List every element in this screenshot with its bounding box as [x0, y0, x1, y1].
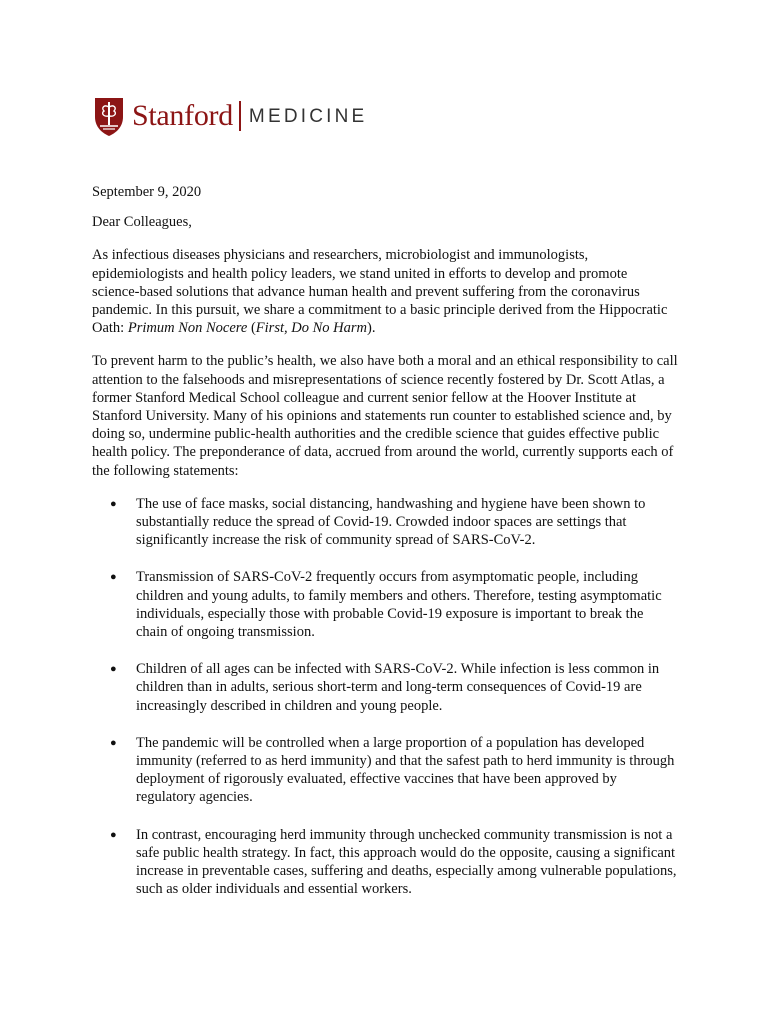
list-item-text: Transmission of SARS-CoV-2 frequently occurs from asymptomatic people, including children and young adults, to family members and others. Therefore, testing asymptomatic individuals, especially those with probable Covid-19 exposure is important to break the chain of ongoing transmission.: [136, 569, 662, 641]
paragraph-atlas: To prevent harm to the public’s health, we also have both a moral and an ethical responsibility to call attention to the falsehoods and misrepresentations of science recently fostered by Dr. Scott Atlas, a former Stanford Medical School colleague and current senior fellow at the Hoover Institute at Stanford University. Many of his opinions and statements run counter to established science and, by doing so, undermine public-health authorities and the credible science that guides effective public health policy. The preponderance of data, accrued from around the world, currently supports each of the following statements:: [92, 353, 678, 479]
english-motto: First, Do No Harm: [255, 320, 367, 337]
list-item: [92, 734, 678, 807]
list-item: [92, 660, 678, 715]
logo-divider: [239, 101, 241, 131]
paragraph-intro: [92, 246, 678, 337]
paren-open: (: [247, 320, 256, 337]
paragraph-intro-text: As infectious diseases physicians and researchers, microbiologist and immunologists, epidemiologists and health policy leaders, we stand united in efforts to develop and promote science-based solutions that advance human health and prevent suffering from the coronavirus pandemic. In this pursuit, we share a commitment to a basic principle derived from the Hippocratic Oath:: [92, 247, 668, 337]
list-item: [92, 826, 678, 899]
logo-wordmark: Stanford: [132, 99, 233, 132]
list-item-text: The use of face masks, social distancing, handwashing and hygiene have been shown to substantially reduce the spread of Covid-19. Crowded indoor spaces are settings that significantly increase the risk of community spread of SARS-CoV-2.: [136, 495, 646, 549]
bullet-icon: ●: [110, 497, 117, 510]
bullet-icon: ●: [110, 571, 117, 584]
bullet-icon: ●: [110, 663, 117, 676]
letter-salutation: Dear Colleagues,: [92, 214, 192, 231]
stanford-medicine-logo: [92, 95, 367, 137]
list-item: [92, 568, 678, 641]
list-item-text: Children of all ages can be infected with SARS-CoV-2. While infection is less common in children than in adults, serious short-term and long-term consequences of Covid-19 are increasingly described in children and young people.: [136, 661, 660, 714]
list-item-text: In contrast, encouraging herd immunity through unchecked community transmission is not a safe public health strategy. In fact, this approach would do the opposite, causing a significant increase in preventable cases, suffering and deaths, especially among vulnerable populations, such as older individuals and essential workers.: [136, 826, 677, 898]
paren-close: ).: [366, 320, 376, 337]
list-item-text: The pandemic will be controlled when a large proportion of a population has developed immunity (referred to as herd immunity) and that the safest path to herd immunity is through deployment of rigorously evaluated, effective vaccines that have been approved by regulatory agencies.: [136, 734, 675, 806]
letter-body: [92, 183, 678, 918]
bullet-icon: ●: [110, 736, 117, 749]
statements-list: [92, 495, 678, 899]
letter-date: September 9, 2020: [92, 184, 202, 200]
bullet-icon: ●: [110, 828, 117, 841]
logo-department: MEDICINE: [248, 105, 368, 127]
latin-motto: Primum Non Nocere: [127, 320, 248, 337]
stanford-seal-icon: [92, 95, 126, 137]
list-item: [92, 495, 678, 550]
